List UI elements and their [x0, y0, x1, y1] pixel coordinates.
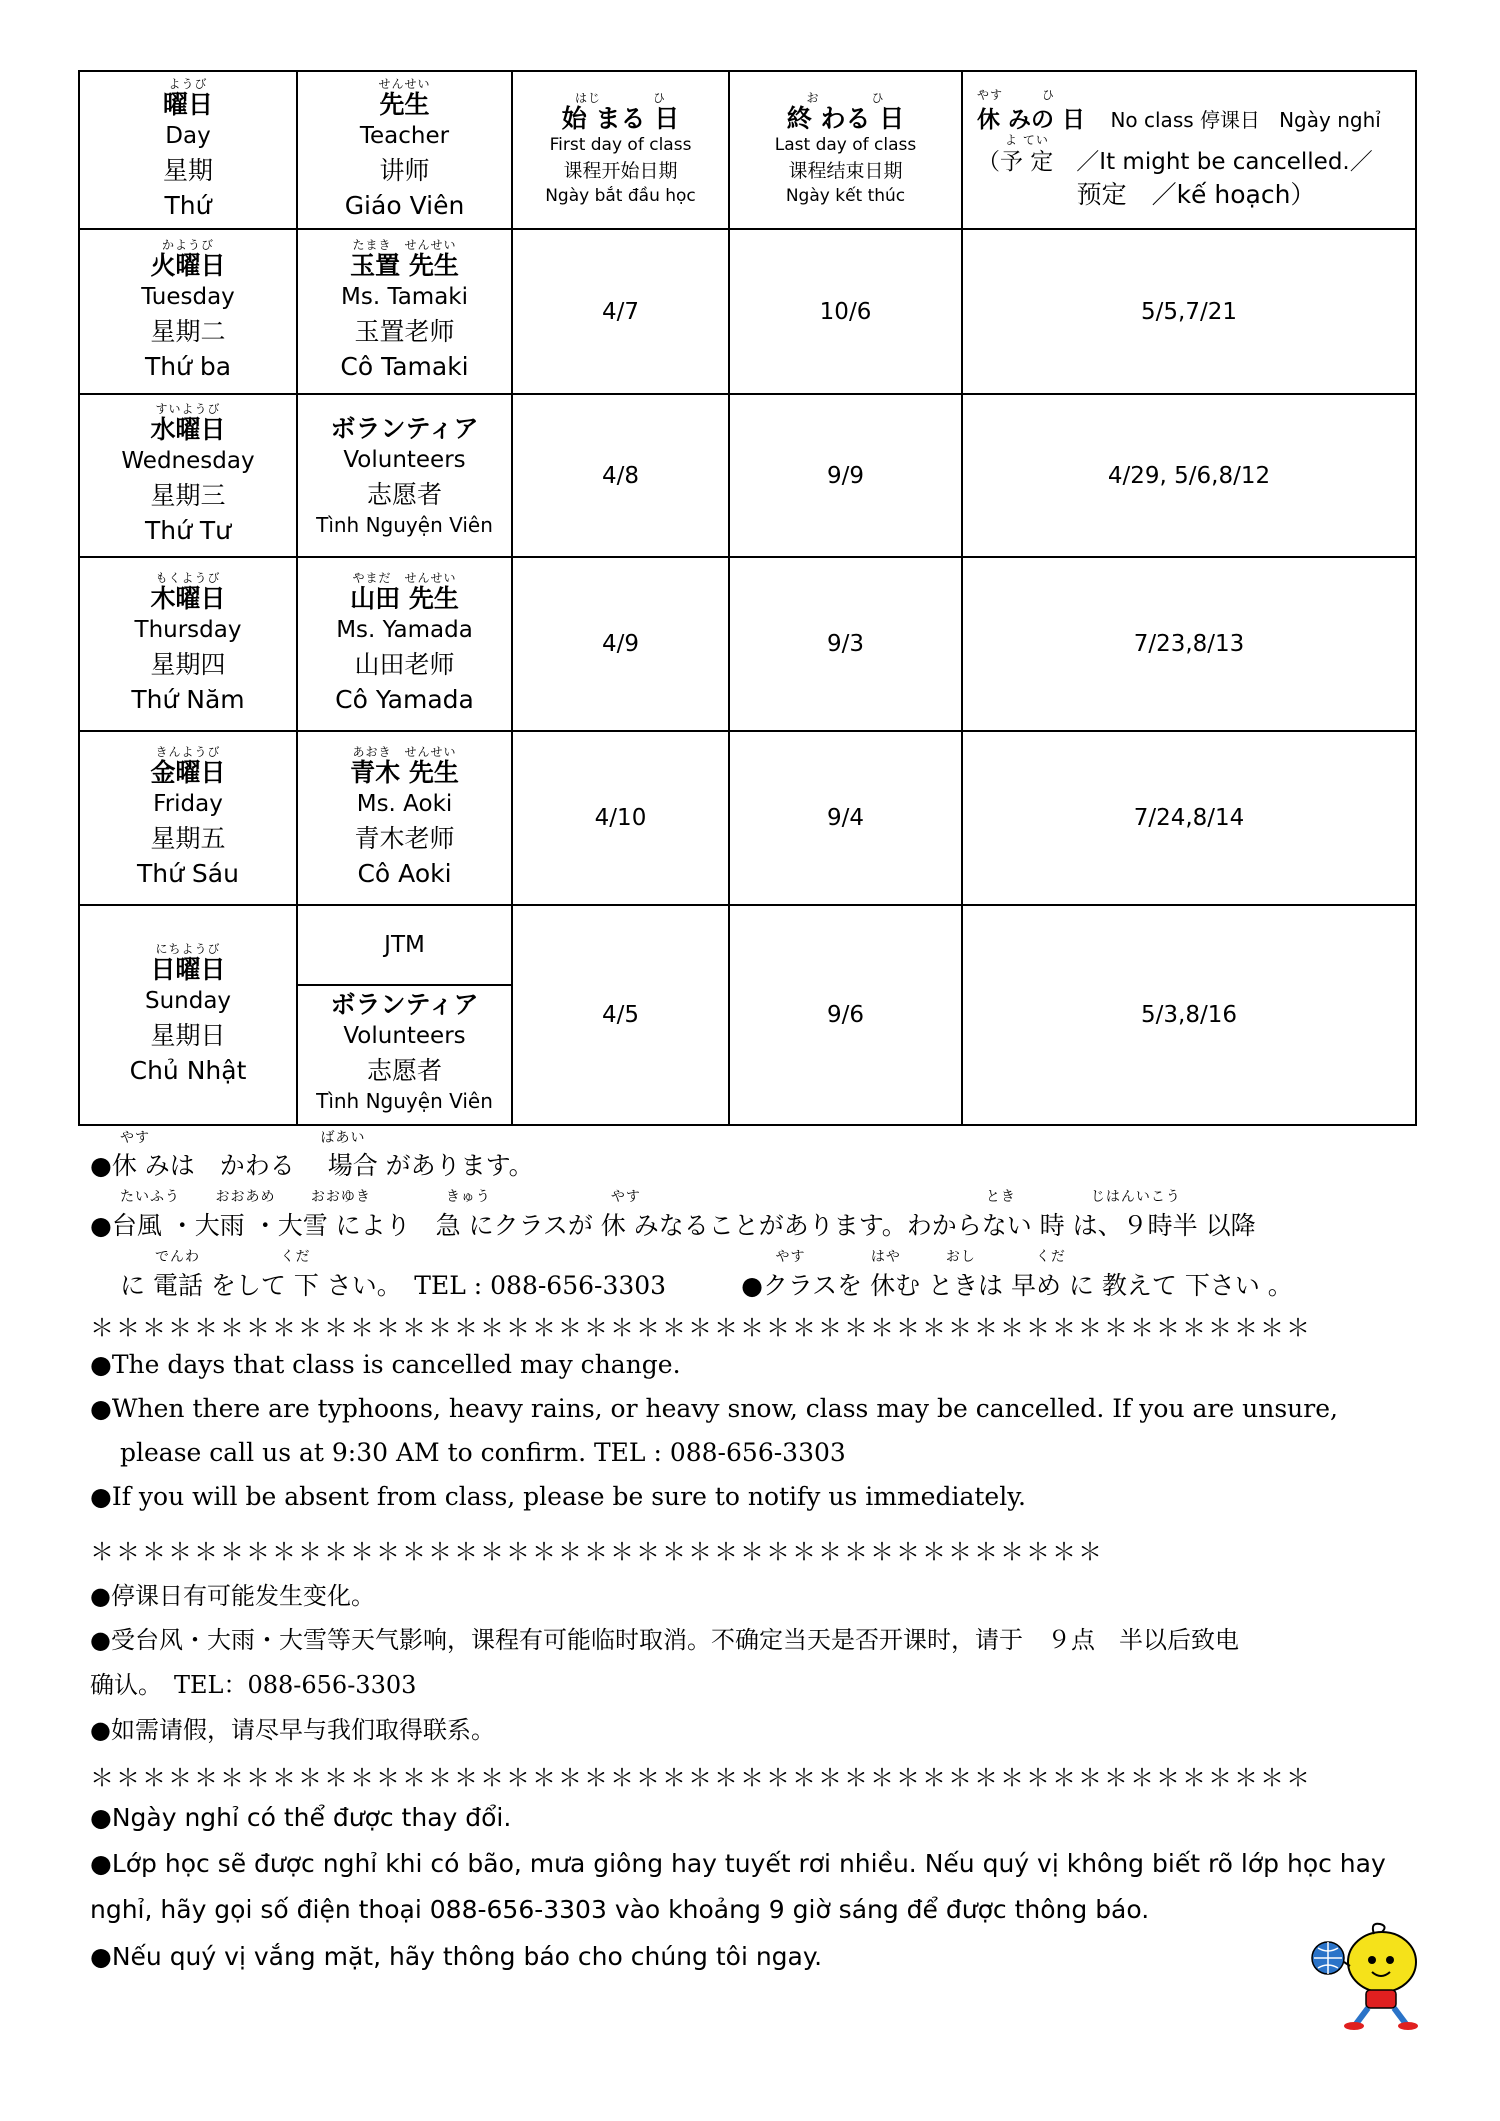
- header-teacher-zh: 讲师: [379, 155, 430, 185]
- teacher-cell: [297, 394, 512, 557]
- start-date: 4/10: [512, 731, 729, 905]
- day-vi: Thứ Sáu: [137, 858, 239, 888]
- day-cell: [79, 229, 297, 394]
- day-jp: 日曜日: [150, 954, 226, 984]
- teacher-vi: Cô Tamaki: [340, 352, 469, 381]
- header-teacher-jp: 先生: [379, 89, 430, 119]
- ruby: すいようび: [155, 402, 221, 416]
- end-date: 10/6: [729, 229, 962, 394]
- day-en: Thursday: [134, 616, 242, 643]
- day-zh: 星期日: [150, 1020, 226, 1050]
- table-row: [79, 394, 1416, 557]
- header-holiday-vi: Ngày nghỉ: [1279, 107, 1381, 132]
- teacher-en: Volunteers: [343, 1023, 466, 1049]
- note-jp-3: に 電話 をして 下 さい。 TEL : 088-656-3303 ●クラスを 休む ときは 早め に 教えて 下さい 。: [120, 1271, 1293, 1300]
- start-date: 4/7: [512, 229, 729, 394]
- ruby: ようび: [168, 76, 208, 91]
- header-teacher-en: Teacher: [359, 122, 450, 149]
- note-jp-2: ●台風 ・大雨 ・大雪 により 急 にクラスが 休 みなることがあります。わからない 時 は、９時半 以降: [90, 1211, 1256, 1240]
- teacher-en: Volunteers: [343, 446, 466, 473]
- teacher-zh: 玉置老师: [354, 317, 455, 346]
- teacher-zh: 青木老师: [354, 823, 455, 853]
- header-day: [79, 71, 297, 229]
- header-end-jp: 終 わる 日: [786, 103, 905, 133]
- end-date: 9/9: [729, 394, 962, 557]
- header-holiday-en: No class: [1110, 107, 1194, 132]
- teacher-en: Ms. Yamada: [336, 616, 473, 643]
- note-en-2: ●When there are typhoons, heavy rains, or heavy snow, class may be cancelled. If you are unsure,: [90, 1394, 1338, 1423]
- day-cell: [79, 731, 297, 905]
- teacher-zh: 志愿者: [366, 479, 442, 509]
- holiday-dates: 4/29, 5/6,8/12: [962, 394, 1416, 557]
- ruby: たまき せんせい: [352, 238, 457, 252]
- header-holiday-line3: 预定 ／kế hoạch）: [1076, 179, 1316, 209]
- teacher-jp: 玉置 先生: [350, 251, 459, 280]
- note-vi-2: ●Lớp học sẽ được nghỉ khi có bão, mưa giông hay tuyết rơi nhiều. Nếu quý vị không biết rõ lớp học hay: [90, 1849, 1386, 1878]
- day-vi: Thứ Tư: [144, 516, 232, 545]
- header-day-en: Day: [165, 122, 211, 149]
- header-holiday-zh: 停课日: [1200, 107, 1261, 132]
- ruby: せんせい: [378, 76, 431, 91]
- start-date: 4/5: [512, 905, 729, 1125]
- note-zh-3: ●如需请假，请尽早与我们取得联系。: [90, 1716, 495, 1744]
- note-zh-1: ●停课日有可能发生变化。: [90, 1582, 375, 1610]
- header-day-vi: Thứ: [164, 190, 212, 220]
- start-date: 4/8: [512, 394, 729, 557]
- note-en-3: ●If you will be absent from class, please be sure to notify us immediately.: [90, 1482, 1026, 1511]
- header-holiday-jp: 休 みの 日: [977, 106, 1086, 133]
- day-jp: 水曜日: [150, 415, 226, 444]
- divider-stars: ＊＊＊＊＊＊＊＊＊＊＊＊＊＊＊＊＊＊＊＊＊＊＊＊＊＊＊＊＊＊＊＊＊＊＊＊＊＊＊＊＊＊＊＊＊＊＊: [90, 1314, 1312, 1342]
- table-row: [79, 731, 1416, 905]
- ruby: あおき せんせい: [352, 744, 457, 759]
- day-en: Wednesday: [121, 448, 255, 474]
- day-cell: [79, 557, 297, 731]
- start-date: 4/9: [512, 557, 729, 731]
- day-zh: 星期三: [150, 481, 226, 510]
- header-teacher: [297, 71, 512, 229]
- holiday-dates: 7/24,8/14: [962, 731, 1416, 905]
- header-holiday-line2: （予 定 ／It might be cancelled.／: [977, 148, 1373, 175]
- ruby: でんわ くだ やす はや おし くだ: [155, 1249, 1066, 1265]
- holiday-dates: 7/23,8/13: [962, 557, 1416, 731]
- teacher-en: Ms. Aoki: [356, 790, 453, 817]
- ruby: はじ ひ: [574, 90, 666, 105]
- teacher-cell: [297, 905, 512, 1125]
- day-vi: Thứ Năm: [131, 684, 245, 714]
- note-zh-2b: 确认。 TEL：088-656-3303: [90, 1671, 417, 1699]
- end-date: 9/3: [729, 557, 962, 731]
- ruby: お ひ: [806, 90, 885, 105]
- header-start-zh: 课程开始日期: [563, 159, 678, 182]
- day-jp: 金曜日: [150, 757, 226, 787]
- teacher-jp: 山田 先生: [350, 583, 459, 613]
- ruby: にちようび: [155, 941, 221, 956]
- teacher-cell: [297, 731, 512, 905]
- note-vi-3: ●Nếu quý vị vắng mặt, hãy thông báo cho chúng tôi ngay.: [90, 1942, 823, 1971]
- teacher-vi: Cô Yamada: [335, 684, 474, 714]
- end-date: 9/4: [729, 731, 962, 905]
- day-zh: 星期四: [150, 649, 226, 679]
- day-jp: 火曜日: [150, 251, 226, 280]
- teacher-cell: [297, 229, 512, 394]
- day-en: Tuesday: [141, 284, 235, 310]
- teacher-cell: [297, 557, 512, 731]
- header-start: [512, 71, 729, 229]
- mascot-globe-icon: [1310, 1920, 1430, 2030]
- teacher-jtm: JTM: [298, 906, 511, 986]
- teacher-en: Ms. Tamaki: [341, 284, 468, 310]
- divider-stars: ＊＊＊＊＊＊＊＊＊＊＊＊＊＊＊＊＊＊＊＊＊＊＊＊＊＊＊＊＊＊＊＊＊＊＊＊＊＊＊＊＊＊＊＊＊＊＊: [90, 1764, 1312, 1792]
- note-en-1: ●The days that class is cancelled may change.: [90, 1350, 681, 1379]
- day-en: Friday: [153, 790, 223, 817]
- day-vi: Chủ Nhật: [129, 1055, 247, 1085]
- header-end: [729, 71, 962, 229]
- header-start-jp: 始 まる 日: [561, 103, 680, 133]
- end-date: 9/6: [729, 905, 962, 1125]
- header-holiday: [962, 71, 1416, 229]
- class-schedule-table: [78, 70, 1417, 1126]
- day-jp: 木曜日: [150, 583, 226, 613]
- header-day-jp: 曜日: [162, 89, 213, 119]
- note-vi-2b: nghỉ, hãy gọi số điện thoại 088-656-3303 vào khoảng 9 giờ sáng để được thông báo.: [90, 1895, 1150, 1924]
- note-en-2b: please call us at 9:30 AM to confirm. TEL : 088-656-3303: [120, 1438, 846, 1467]
- ruby: やす ひ: [977, 87, 1056, 102]
- teacher-vi: Tình Nguyện Viên: [316, 512, 493, 537]
- note-zh-2: ●受台风・大雨・大雪等天气影响，课程有可能临时取消。不确定当天是否开课时，请于 ９点 半以后致电: [90, 1626, 1239, 1654]
- day-en: Sunday: [144, 987, 232, 1014]
- header-start-vi: Ngày bắt đầu học: [545, 185, 696, 206]
- header-start-en: First day of class: [549, 134, 692, 155]
- header-day-zh: 星期: [162, 155, 213, 185]
- table-row: [79, 557, 1416, 731]
- teacher-jp: 青木 先生: [350, 757, 459, 787]
- ruby: きんようび: [155, 744, 221, 759]
- table-header-row: [79, 71, 1416, 229]
- day-vi: Thứ ba: [144, 352, 232, 381]
- header-end-en: Last day of class: [774, 134, 917, 155]
- teacher-vi: Tình Nguyện Viên: [316, 1089, 493, 1113]
- teacher-zh: 山田老师: [354, 649, 455, 679]
- header-end-vi: Ngày kết thúc: [785, 185, 906, 206]
- divider-stars: ＊＊＊＊＊＊＊＊＊＊＊＊＊＊＊＊＊＊＊＊＊＊＊＊＊＊＊＊＊＊＊＊＊＊＊＊＊＊＊: [90, 1538, 1104, 1566]
- ruby: たいふう おおあめ おおゆき きゅう やす とき じはんいこう: [120, 1189, 1181, 1205]
- ruby: かようび: [161, 238, 214, 252]
- teacher-jp: ボランティア: [330, 990, 479, 1019]
- holiday-dates: 5/5,7/21: [962, 229, 1416, 394]
- note-jp-1: ●休 みは かわる 場合 があります。: [90, 1151, 534, 1180]
- note-vi-1: ●Ngày nghỉ có thể được thay đổi.: [90, 1803, 512, 1832]
- ruby: やす ばあい: [120, 1130, 366, 1146]
- table-row: [79, 905, 1416, 1125]
- holiday-dates: 5/3,8/16: [962, 905, 1416, 1125]
- header-teacher-vi: Giáo Viên: [344, 190, 465, 220]
- ruby: やまだ せんせい: [352, 570, 457, 585]
- header-holiday-line1: [977, 101, 1415, 134]
- day-cell: [79, 905, 297, 1125]
- ruby: もくようび: [155, 570, 221, 585]
- teacher-jp: ボランティア: [330, 413, 479, 443]
- teacher-vi: Cô Aoki: [357, 858, 452, 888]
- day-cell: [79, 394, 297, 557]
- teacher-zh: 志愿者: [366, 1056, 442, 1085]
- ruby: よ てい: [1005, 132, 1049, 147]
- table-row: [79, 229, 1416, 394]
- day-zh: 星期五: [150, 823, 226, 853]
- day-zh: 星期二: [150, 317, 226, 346]
- header-end-zh: 课程结束日期: [788, 159, 903, 182]
